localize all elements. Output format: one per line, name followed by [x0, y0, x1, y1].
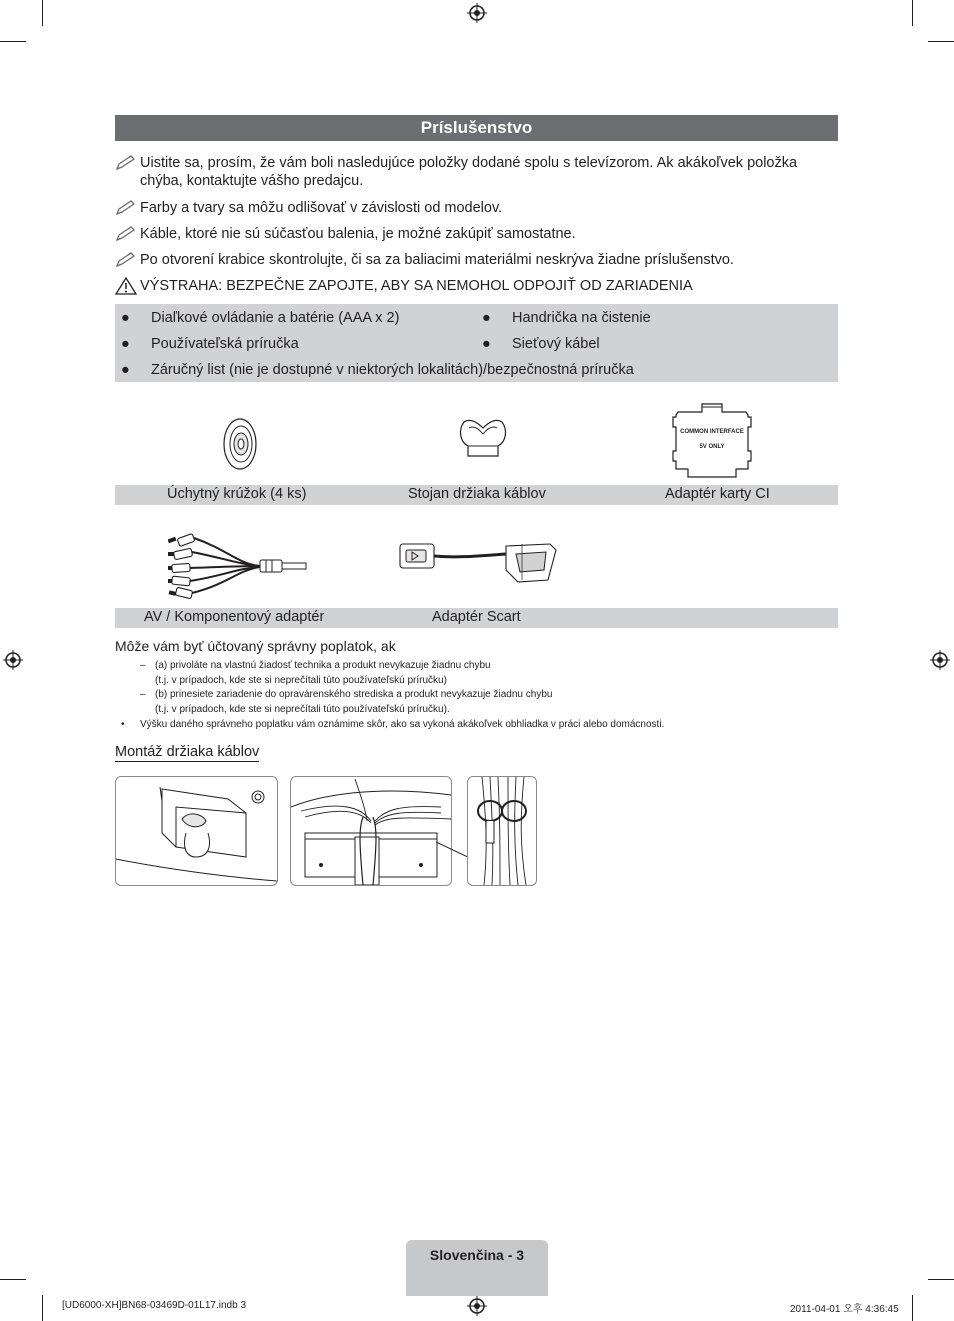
crop-mark — [42, 1295, 43, 1321]
items-box — [115, 304, 838, 382]
bullet: ● — [121, 336, 130, 352]
fee-item-b: (b) prinesiete zariadenie do opravárenského strediska a produkt nevykazuje žiadnu chybu — [155, 689, 553, 700]
note — [115, 251, 815, 269]
assembly-step-2-illustration — [290, 776, 452, 886]
ci-card-label: 5V ONLY — [699, 444, 725, 450]
item-text: Diaľkové ovládanie a batérie (AAA x 2) — [151, 310, 400, 326]
note — [115, 199, 815, 217]
item-text: Používateľská príručka — [151, 336, 299, 352]
pencil-note-icon — [115, 199, 137, 217]
fee-item-a-note: (t.j. v prípadoch, kde ste si neprečítali túto používateľskú príručku) — [155, 675, 447, 686]
list-item — [121, 309, 461, 327]
list-item — [482, 335, 822, 353]
fee-dash: – — [140, 689, 146, 700]
registration-mark-icon — [930, 650, 950, 670]
section-title: Príslušenstvo — [115, 115, 838, 141]
fee-final: Výšku daného správneho poplatku vám oznámime skôr, ako sa vykoná akákoľvek obhliadka v práci alebo domácnosti. — [140, 719, 665, 730]
crop-mark — [912, 0, 913, 26]
fee-dash: – — [140, 660, 146, 671]
note — [115, 225, 815, 243]
note-text: Farby a tvary sa môžu odlišovať v závislosti od modelov. — [140, 200, 503, 216]
accessory-label-bar — [115, 485, 838, 505]
fee-bullet: • — [121, 719, 125, 730]
warning — [115, 277, 815, 295]
pencil-note-icon — [115, 251, 137, 269]
crop-mark — [928, 41, 954, 42]
item-text: Handrička na čistenie — [512, 310, 651, 326]
av-component-adapter-icon — [168, 530, 310, 602]
assembly-title: Montáž držiaka káblov — [115, 744, 260, 760]
note-text: Káble, ktoré nie sú súčasťou balenia, je možné zakúpiť samostatne. — [140, 226, 576, 242]
registration-mark-icon — [467, 3, 487, 23]
list-item — [121, 361, 821, 379]
scart-adapter-icon — [398, 540, 558, 588]
crop-mark — [0, 1279, 26, 1280]
crop-mark — [42, 0, 43, 26]
list-item — [121, 335, 461, 353]
ci-card-label: COMMON INTERFACE — [680, 429, 744, 435]
bullet: ● — [482, 310, 491, 326]
file-info: [UD6000-XH]BN68-03469D-01L17.indb 3 — [62, 1300, 247, 1311]
accessory-label: Adaptér karty CI — [665, 486, 770, 502]
holder-ring-icon — [214, 415, 266, 473]
warning-text: VÝSTRAHA: BEZPEČNE ZAPOJTE, ABY SA NEMOHOL ODPOJIŤ OD ZARIADENIA — [140, 278, 693, 294]
cable-holder-stand-icon — [456, 416, 510, 460]
timestamp: 2011-04-01 오후 4:36:45 — [790, 1304, 899, 1315]
item-text: Sieťový kábel — [512, 336, 600, 352]
list-item — [482, 309, 822, 327]
pencil-note-icon — [115, 225, 137, 243]
fee-item-a: (a) privoláte na vlastnú žiadosť technika a produkt nevykazuje žiadnu chybu — [155, 660, 491, 671]
bullet: ● — [482, 336, 491, 352]
accessory-label: Úchytný krúžok (4 ks) — [167, 486, 307, 502]
pencil-note-icon — [115, 154, 137, 172]
assembly-step-1-illustration — [115, 776, 278, 886]
accessory-label-bar — [115, 608, 838, 628]
zoom-connector-line — [436, 840, 470, 860]
registration-mark-icon — [3, 650, 23, 670]
fee-intro: Môže vám byť účtovaný správny poplatok, ak — [115, 638, 396, 654]
note-text: Uistite sa, prosím, že vám boli nasledujúce položky dodané spolu s televízorom. Ak akákoľvek položka — [140, 155, 798, 171]
note-text: chýba, kontaktujte vášho predajcu. — [140, 173, 364, 189]
bullet: ● — [121, 362, 130, 378]
note-text: Po otvorení krabice skontrolujte, či sa za baliacimi materiálmi neskrýva žiadne príslušenstvo. — [140, 252, 734, 268]
crop-mark — [928, 1279, 954, 1280]
crop-mark — [0, 41, 26, 42]
crop-mark — [912, 1295, 913, 1321]
assembly-step-2-detail-illustration — [467, 776, 537, 886]
accessory-label: AV / Komponentový adaptér — [144, 609, 325, 625]
bullet: ● — [121, 310, 130, 326]
accessory-label: Stojan držiaka káblov — [408, 486, 546, 502]
warning-triangle-icon — [115, 277, 137, 295]
accessory-label: Adaptér Scart — [432, 609, 521, 625]
item-text: Záručný list (nie je dostupné v niektorých lokalitách)/bezpečnostná príručka — [151, 362, 634, 378]
ci-card-adapter-icon — [672, 403, 752, 479]
note — [115, 154, 815, 192]
registration-mark-icon — [467, 1296, 487, 1316]
fee-item-b-note: (t.j. v prípadoch, kde ste si neprečítali túto používateľskú príručku). — [155, 704, 450, 715]
page-number-tab: Slovenčina - 3 — [406, 1240, 548, 1296]
